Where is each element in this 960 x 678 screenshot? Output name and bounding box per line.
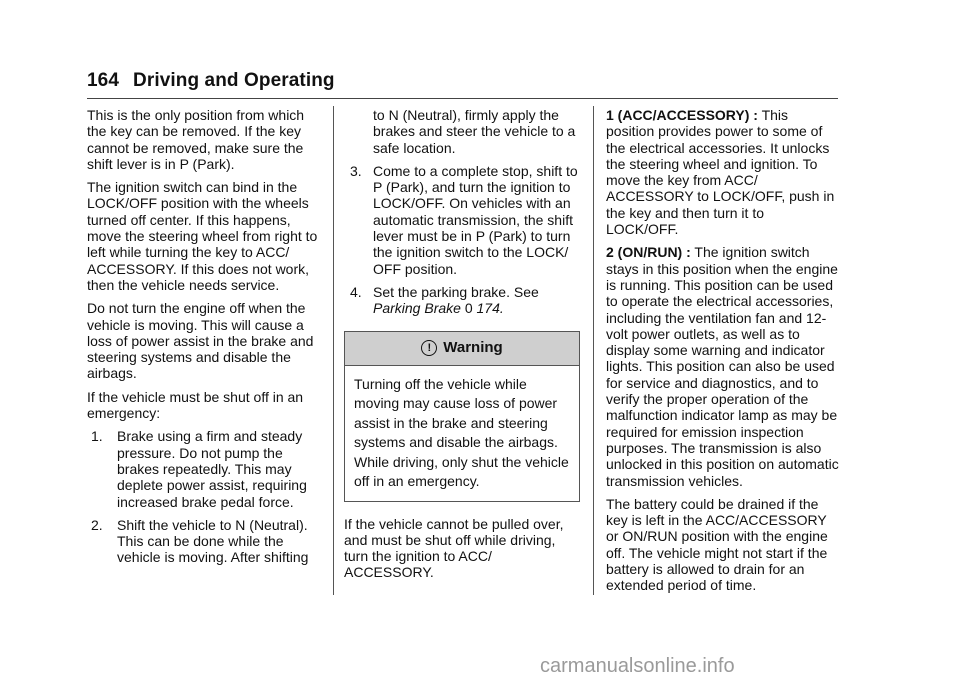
list-item-continuation: to N (Neutral), firmly apply the brakes and steer the vehicle to a safe location. xyxy=(373,107,576,156)
list-item xyxy=(87,428,325,509)
list-item-text: Shift the vehicle to N (Neutral). This can be done while the vehicle is moving. After shifting xyxy=(117,516,309,566)
paragraph-emergency-intro: If the vehicle must be shut off in an emergency: xyxy=(87,388,304,422)
warning-text: Turning off the vehicle while moving may cause loss of power assist in the brake and steering systems and disable the airbags. While driving, only shut the vehicle off in an emergency. xyxy=(354,375,569,490)
paragraph-battery: The battery could be drained if the key is left in the ACC/ACCESSORY or ON/RUN position with the engine off. The vehicle might not start if the battery is allowed to drain for an extended period of time. xyxy=(606,495,828,594)
on-label: 2 (ON/RUN) : xyxy=(606,244,691,261)
list-item-number: 3. xyxy=(350,162,362,179)
header-divider xyxy=(87,98,838,99)
list-item-number: 1. xyxy=(91,428,103,445)
list-item-text: Brake using a firm and steady pressure. Do not pump the brakes repeatedly. This may deplete power assist, requiring increased brake pedal force. xyxy=(117,428,307,510)
parking-brake-link[interactable]: Parking Brake xyxy=(373,300,461,317)
column-3 xyxy=(606,107,840,601)
warning-title: Warning xyxy=(443,338,503,356)
warning-header xyxy=(345,332,579,366)
paragraph-ignition-bind: The ignition switch can bind in the LOCK/OFF position with the wheels turned off center. If this happens, move the steering wheel from right to left while turning the key to ACC/ ACCESSORY. If this does not work, then the vehicle needs service. xyxy=(87,179,318,293)
paragraph-key-removal: This is the only position from which the key can be removed. If the key cannot be removed, make sure the shift lever is in P (Park). xyxy=(87,107,305,172)
warning-box xyxy=(344,331,580,502)
page-number: 164 xyxy=(87,70,120,91)
acc-label: 1 (ACC/ACCESSORY) : xyxy=(606,107,758,123)
paragraph-on-position xyxy=(606,244,840,488)
acc-text: This position provides power to some of the electrical accessories. It unlocks the steering wheel and ignition. To move the key from ACC/ ACCESSORY to LOCK/OFF, push in the key and then turn it to LOCK/OFF. xyxy=(606,107,835,238)
section-title: Driving and Operating xyxy=(133,70,335,91)
list-item-text: Set the parking brake. See xyxy=(373,283,539,300)
column-1 xyxy=(87,107,325,573)
page-ref-number[interactable]: 174. xyxy=(476,300,504,317)
list-item xyxy=(87,517,325,566)
list-item-number: 2. xyxy=(91,516,103,533)
list-item-number: 4. xyxy=(350,283,362,300)
page-ref-symbol: 0 xyxy=(464,300,473,317)
paragraph-acc-position xyxy=(606,107,840,237)
on-text: The ignition switch stays in this position when the engine is running. This position can be used to operate the electrical accessories, including the ventilation fan and 12-volt power outlets, as well as to display some warning and indicator lights. This position can also be used for service and diagnostics, and to verify the proper operation of the malfunction indicator lamp as may be required for emission inspection purposes. The transmission is also unlocked in this position on automatic transmission vehicles. xyxy=(606,244,839,489)
paragraph-engine-off-warning: Do not turn the engine off when the vehicle is moving. This will cause a loss of power assist in the brake and steering systems and disable the airbags. xyxy=(87,300,314,382)
watermark-text: carmanualsonline.info xyxy=(540,655,735,677)
list-item xyxy=(344,163,580,277)
column-divider-2 xyxy=(593,106,594,595)
page-header xyxy=(87,70,837,92)
warning-icon: ! xyxy=(421,340,437,356)
paragraph-shut-off-driving: If the vehicle cannot be pulled over, and must be shut off while driving, turn the ignition to ACC/ ACCESSORY. xyxy=(344,515,564,581)
column-divider-1 xyxy=(333,106,334,595)
list-item xyxy=(344,284,580,317)
list-item-text: Come to a complete stop, shift to P (Park), and turn the ignition to LOCK/OFF. On vehicles with an automatic transmission, the shift lever must be in P (Park) to turn the ignition switch to the LOCK/ OFF position. xyxy=(373,162,578,277)
column-2 xyxy=(344,107,580,588)
